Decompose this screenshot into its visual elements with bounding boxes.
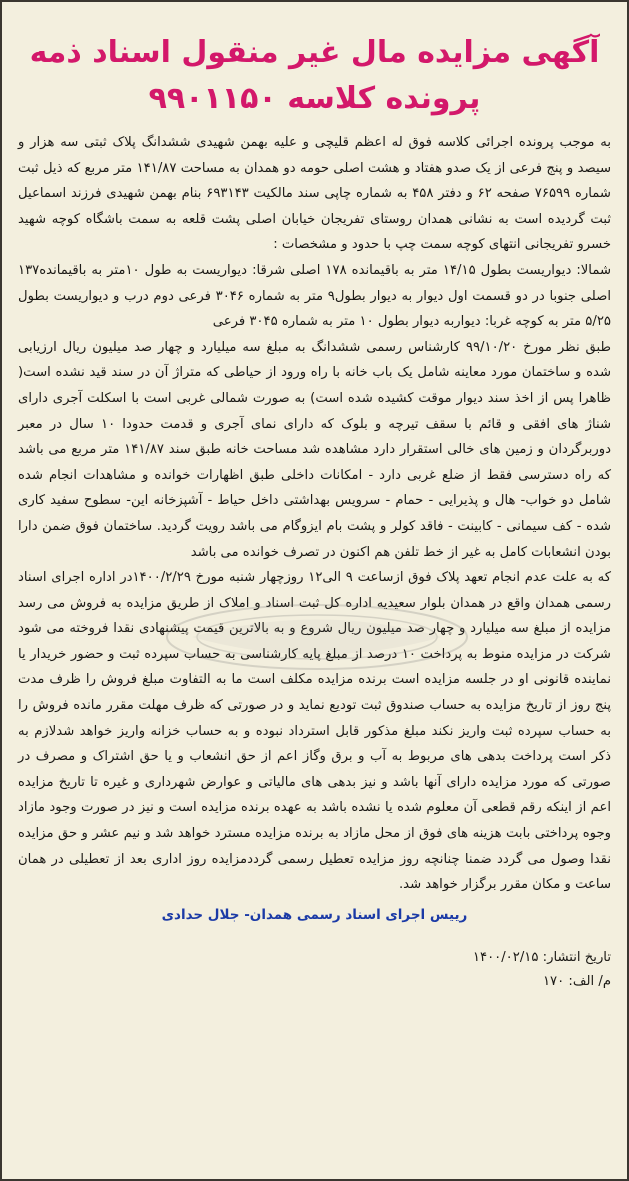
signature: رییس اجرای اسناد رسمی همدان- جلال حدادی [161, 906, 468, 923]
publish-date: تاریخ انتشار: ۱۴۰۰/۰۲/۱۵ [472, 949, 611, 965]
notice-body [2, 122, 627, 928]
notice-title: آگهی مزایده مال غیر منقول اسناد ذمه [29, 35, 600, 70]
expert-appraisal: طبق نظر مورخ ۹۹/۱۰/۲۰ کارشناس رسمی ششدانگ به مبلغ سه میلیارد و چهار صد میلیون ریال ارزیابی شده و ساختمان مورد معاینه شامل یک باب خانه با راه ورود از حیاطی که متراژ آن در سند قید نشده است( ظاهرا پس از اخذ سند دیوار موقت کشیده شده است) به صورت شمالی غربی است با اسکلت آجری دارای شناژ های افقی و قائم با سقف تیرچه و بلوک که دارای نمای آجری و قدمت حدودا ۱۰ سال در معبر دوربرگردان و زمین های خالی استقرار دارد مشاهده شد مساحت خانه طبق سند ۱۴۱/۸۷ متر مربع می باشد که راه دسترسی فقط از ضلع غربی دارد - امکانات داخلی طبق اظهارات خوانده و مشاهدات انجام شده شامل دو خواب- هال و پذیرایی - حمام - سرویس بهداشتی داخل حیاط - آشپزخانه این- سطوح سفید کاری شده - کف سیمانی - کابینت - فاقد کولر و پشت بام ایزوگام می باشد رویت گردید. ساختمان فوق ضمن دارا بودن انشعابات کامل به غیر از خط تلفن هم اکنون در تصرف خوانده می باشد [18, 339, 611, 560]
property-boundaries: شمالا: دیواریست بطول ۱۴/۱۵ متر به باقیمانده ۱۷۸ اصلی شرقا: دیواریست به طول ۱۰متر به باقیمانده۱۳۷ اصلی جنوبا در دو قسمت اول دیوار به دیوار بطول۹ متر به شماره ۳۰۴۶ فرعی دوم درب و دیواریست بطول ۵/۲۵ متر به کوچه غربا: دیواربه دیوار بطول ۱۰ متر به شماره ۳۰۴۵ فرعی [18, 262, 611, 330]
property-description: به موجب پرونده اجرائی کلاسه فوق له اعظم قلیچی و علیه بهمن شهیدی ششدانگ پلاک ثبتی سه هزار و سیصد و پنج فرعی از یک صدو هفتاد و هشت اصلی حومه دو همدان به مساحت ۱۴۱/۸۷ متر مربع که ذیل ثبت شماره ۷۶۵۹۹ صفحه ۶۲ و دفتر ۴۵۸ به شماره چاپی سند مالکیت ۶۹۳۱۴۳ بنام بهمن شهیدی فرزند اسماعیل ثبت گردیده است به نشانی همدان روستای تفریجان خیابان اصلی پشت قلعه به سمت باشگاه کوچه شهید خسرو تفریجانی انتهای کوچه سمت چپ با حدود و مشخصات : [18, 135, 611, 253]
reference-code: م/ الف: ۱۷۰ [542, 973, 611, 989]
notice-footer [2, 928, 627, 994]
case-number-title: پرونده کلاسه ۹۹۰۱۱۵۰ [148, 81, 481, 116]
auction-terms: که به علت عدم انجام تعهد پلاک فوق ازساعت ۹ الی۱۲ روزچهار شنبه مورخ ۱۴۰۰/۲/۲۹در اداره اجرای اسناد رسمی همدان واقع در همدان بلوار سعیدیه اداره کل ثبت اسناد و املاک از طریق مزایده به فروش می رسد مزایده از مبلغ سه میلیارد و چهار صد میلیون ریال شروع و به بالاترین قیمت پیشنهادی نقدا فروخته می شود شرکت در مزایده منوط به پرداخت ۱۰ درصد از مبلغ پایه کارشناسی به حساب سپرده ثبت و حضور خریدار یا نماینده قانونی او در جلسه مزایده است برنده مزایده مکلف است ما به التفاوت مبلغ فروش را ظرف مدت پنج روز از تاریخ مزایده به حساب صندوق ثبت تودیع نماید و در صورتی که ظرف مهلت مقرر مانده فروش را به حساب سپرده ثبت واریز نکند مبلغ مذکور قابل استرداد نبوده و به حساب خزانه واریز خواهد شدلازم به ذکر است پرداخت بدهی های مربوط به آب و برق وگاز اعم از حق انشعاب و یا حق اشتراک و مصرف در صورتی که مورد مزایده دارای آنها باشد و نیز بدهی های مالیاتی و عوارض شهرداری و غیره تا تاریخ مزایده اعم از اینکه رقم قطعی آن معلوم شده یا نشده باشد به عهده برنده مزایده است و نیز در صورت وجود مازاد وجوه پرداختی بابت هزینه های فوق از محل مازاد به برنده مزایده مسترد خواهد شد و نیم عشر و حق مزایده نقدا وصول می گردد ضمنا چنانچه روز مزایده تعطیل رسمی گرددمزایده روز اداری بعد از تعطیلی در همان ساعت و مکان مقرر برگزار خواهد شد. [18, 570, 611, 893]
